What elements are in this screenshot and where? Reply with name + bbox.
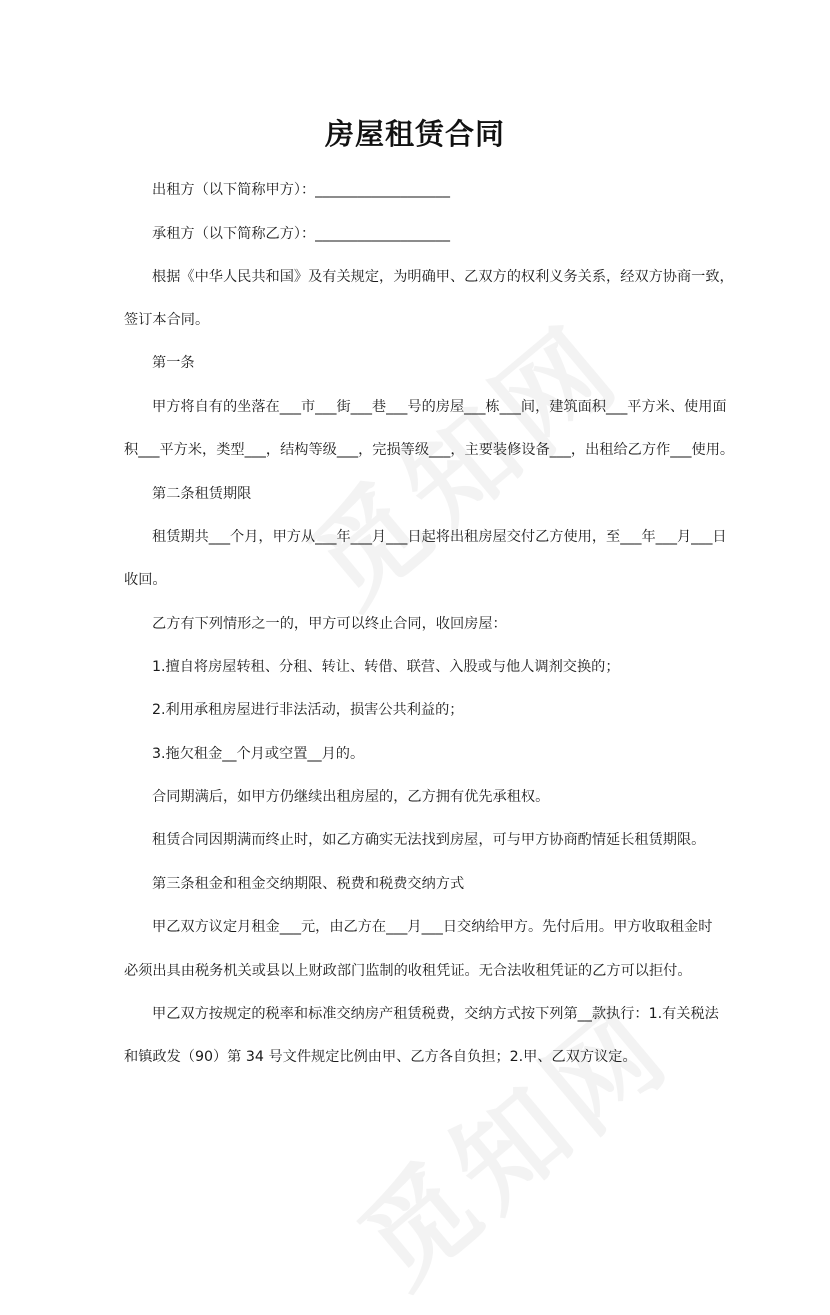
preamble-line: 签订本合同。 <box>124 312 210 328</box>
article-heading: 第三条租金和租金交纳期限、税费和税费交纳方式 <box>152 876 465 892</box>
body-line: 甲乙双方按规定的税率和标准交纳房产租赁税费，交纳方式按下列第__款执行：1.有关税法 <box>152 1006 719 1022</box>
body-line: 积___平方米，类型___，结构等级___，完损等级___，主要装修设备___，出租给乙方作___使用。 <box>124 442 735 458</box>
body-line: 租赁期共___个月，甲方从___年___月___日起将出租房屋交付乙方使用，至___年___月___日 <box>152 529 727 545</box>
article-heading: 第二条租赁期限 <box>152 486 252 502</box>
list-item: 2.利用承租房屋进行非法活动，损害公共利益的； <box>152 702 464 718</box>
body-line: 租赁合同因期满而终止时，如乙方确实无法找到房屋，可与甲方协商酌情延长租赁期限。 <box>152 832 706 848</box>
article-heading: 第一条 <box>152 355 195 371</box>
body-line: 收回。 <box>124 572 167 588</box>
body-line: 必须出具由税务机关或县以上财政部门监制的收租凭证。无合法收租凭证的乙方可以拒付。 <box>124 963 692 979</box>
list-item: 1.擅自将房屋转租、分租、转让、转借、联营、入股或与他人调剂交换的； <box>152 659 620 675</box>
lessor-line: 出租方（以下简称甲方）：___________________ <box>152 182 450 198</box>
body-line: 合同期满后，如甲方仍继续出租房屋的，乙方拥有优先承租权。 <box>152 789 550 805</box>
body-line: 和镇政发（90）第 34 号文件规定比例由甲、乙方各自负担；2.甲、乙双方议定。 <box>124 1049 637 1065</box>
lessee-line: 承租方（以下简称乙方）：___________________ <box>152 226 450 242</box>
body-line: 乙方有下列情形之一的，甲方可以终止合同，收回房屋： <box>152 616 507 632</box>
body-line: 甲乙双方议定月租金___元，由乙方在___月___日交纳给甲方。先付后用。甲方收取租金时 <box>152 919 713 935</box>
preamble-line: 根据《中华人民共和国》及有关规定，为明确甲、乙双方的权利义务关系，经双方协商一致， <box>152 269 734 285</box>
list-item: 3.拖欠租金__个月或空置__月的。 <box>152 746 365 762</box>
contract-title: 房屋租赁合同 <box>324 117 505 151</box>
body-line: 甲方将自有的坐落在___市___街___巷___号的房屋___栋___间，建筑面积___平方米、使用面 <box>152 399 727 415</box>
